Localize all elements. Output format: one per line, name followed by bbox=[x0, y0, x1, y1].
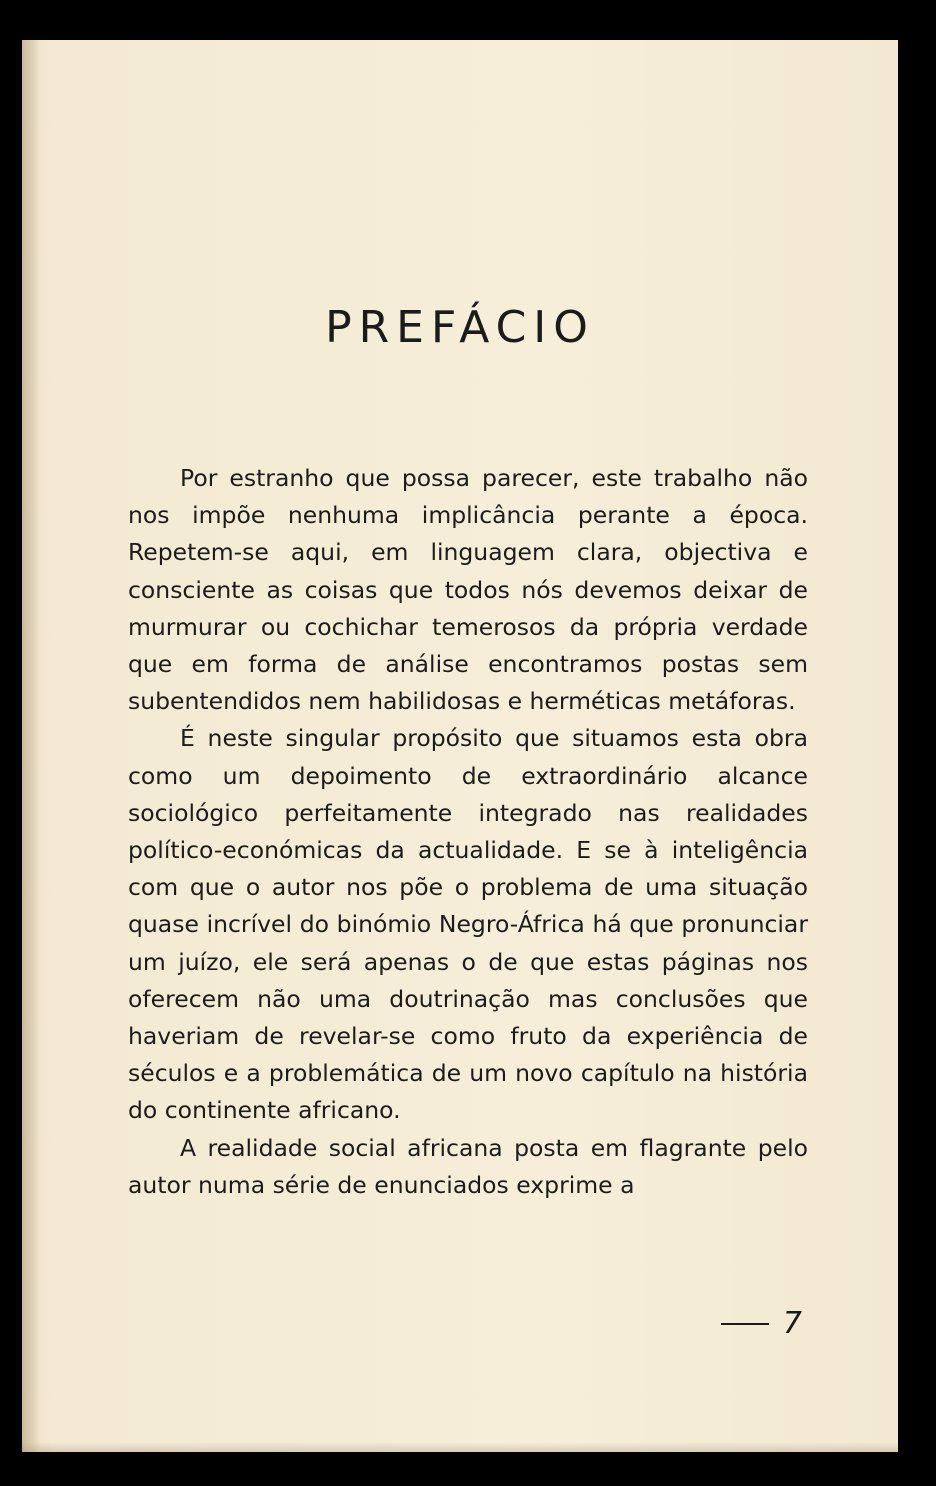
page-bottom-edge bbox=[22, 1442, 898, 1452]
page-number: 7 bbox=[782, 1306, 802, 1341]
gutter-shadow bbox=[22, 40, 40, 1452]
paragraph-2: É neste singular propósito que situamos esta obra como um depoimento de extraordinário alcance sociológico perfeitamente integrado nas realidades político-económicas da actualidade. E se à inteligência com que o autor nos põe o problema de uma situação quase incrível do binómio Negro-África há que pronunciar um juízo, ele será apenas o de que estas páginas nos oferecem não uma doutrinação mas conclusões que haveriam de revelar-se como fruto da experiência de séculos e a problemática de um novo capítulo na história do continente africano. bbox=[128, 724, 808, 1125]
body-text bbox=[128, 460, 808, 1204]
paragraph-3: A realidade social africana posta em flagrante pelo autor numa série de enunciados exprime a bbox=[128, 1133, 808, 1199]
page-title: PREFÁCIO bbox=[325, 302, 595, 353]
page-footer bbox=[721, 1306, 802, 1341]
book-page bbox=[22, 40, 898, 1452]
paragraph-1: Por estranho que possa parecer, este trabalho não nos impõe nenhuma implicância perante a época. Repetem-se aqui, em linguagem clara, objectiva e consciente as coisas que todos nós devemos deixar de murmurar ou cochichar temerosos da própria verdade que em forma de análise encontramos postas sem subentendidos nem habilidosas e herméticas metáforas. bbox=[128, 464, 808, 716]
folio-rule bbox=[721, 1323, 769, 1325]
